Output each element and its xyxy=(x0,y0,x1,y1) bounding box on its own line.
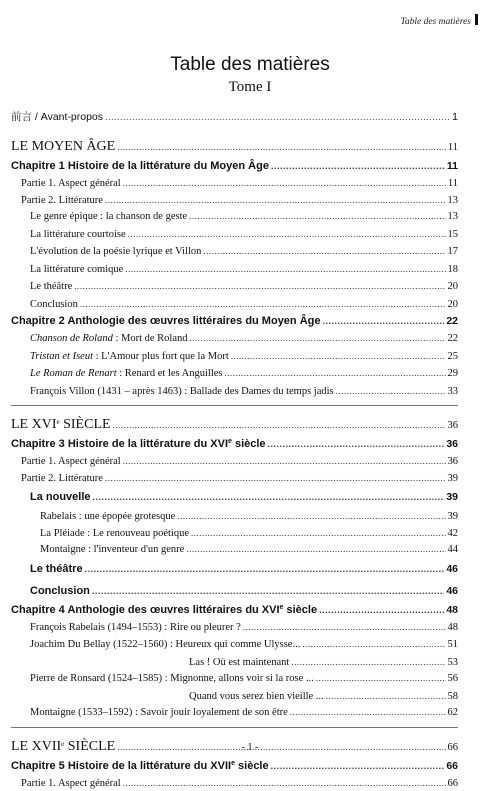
dot-leader xyxy=(190,330,446,348)
dot-leader xyxy=(117,136,446,158)
dot-leader xyxy=(186,541,445,558)
dot-leader xyxy=(243,619,446,637)
toc-entry-text: : Mort de Roland xyxy=(113,333,188,344)
section-divider xyxy=(11,405,458,406)
toc-entry-chapter[interactable] xyxy=(11,313,458,330)
ordinal-superscript: e xyxy=(228,438,232,445)
toc-entry-label xyxy=(11,602,317,619)
dot-leader xyxy=(322,313,444,330)
toc-entry-label xyxy=(40,509,175,525)
toc-entry-work-title: Tristan et Iseut xyxy=(30,351,93,362)
toc-entry-text: Pierre de Ronsard (1524–1585) : Mignonne, allons voir si la rose ... xyxy=(30,673,314,684)
page-title: Table des matières xyxy=(0,54,500,76)
toc-entry-avant[interactable] xyxy=(11,106,458,128)
dot-leader xyxy=(319,602,444,619)
dot-leader xyxy=(291,654,445,671)
dot-leader xyxy=(189,208,445,226)
toc-entry-l2[interactable] xyxy=(11,296,458,314)
toc-entry-text: LE XVI xyxy=(11,417,57,432)
dot-leader xyxy=(231,348,446,366)
toc-entry-l2[interactable] xyxy=(11,261,458,279)
dot-leader xyxy=(93,486,445,508)
toc-entry-l3[interactable] xyxy=(11,541,458,558)
toc-entry-text: Le théâtre xyxy=(30,563,83,575)
toc-entry-label xyxy=(30,636,300,654)
toc-entry-l4[interactable] xyxy=(11,688,458,705)
running-head-mark xyxy=(475,14,478,25)
toc-page-number: 51 xyxy=(448,636,459,654)
toc-entry-chapter[interactable] xyxy=(11,436,458,453)
toc-entry-l4[interactable] xyxy=(11,654,458,671)
toc-entry-text: Quand vous serez bien vieille ... xyxy=(189,691,324,702)
toc-page-number: 29 xyxy=(448,365,459,383)
toc-page-number: 11 xyxy=(448,176,458,192)
dot-leader xyxy=(271,158,445,175)
toc-entry-text: Chapitre 4 Anthologie des œuvres littéraires du XVI xyxy=(11,604,280,616)
dot-leader xyxy=(271,758,445,775)
running-head xyxy=(400,14,478,27)
dot-leader xyxy=(268,436,445,453)
toc-entry-l2[interactable] xyxy=(11,278,458,296)
toc-entry-text: Partie 1. Aspect général xyxy=(21,778,121,789)
toc-entry-text: Chapitre 3 Histoire de la littérature du XVI xyxy=(11,438,228,450)
toc-entry-l1[interactable] xyxy=(11,453,458,470)
dot-leader xyxy=(336,383,446,401)
toc-entry-l2[interactable] xyxy=(11,636,458,654)
toc-page-number: 13 xyxy=(448,208,459,226)
toc-entry-text: Rabelais : une épopée grotesque xyxy=(40,511,175,522)
toc-page-number: 39 xyxy=(446,486,458,508)
toc-entry-l2s[interactable] xyxy=(11,580,458,602)
toc-entry-label xyxy=(11,158,269,175)
dot-leader xyxy=(105,470,446,487)
toc-entry-label xyxy=(30,226,126,244)
dot-leader xyxy=(203,243,445,261)
toc-entry-label xyxy=(30,383,334,401)
toc-entry-work-title: Le Roman de Renart xyxy=(30,368,117,379)
section-divider xyxy=(11,727,458,728)
toc-entry-text-suffix: SIÈCLE xyxy=(64,739,115,754)
dot-leader xyxy=(123,453,446,470)
toc-entry-text: La littérature courtoise xyxy=(30,229,126,240)
toc-page-number: 66 xyxy=(448,776,459,791)
toc-page-number: 13 xyxy=(448,193,459,209)
toc-entry-label xyxy=(11,313,320,330)
toc-entry-label xyxy=(30,348,229,366)
toc-entry-label xyxy=(11,436,266,453)
toc-entry-label xyxy=(30,558,83,580)
toc-entry-label xyxy=(30,670,314,688)
toc-page-number: 46 xyxy=(446,558,458,580)
toc-page-number: 48 xyxy=(446,602,458,619)
toc-entry-text: LE XVII xyxy=(11,739,61,754)
dot-leader xyxy=(92,580,444,602)
toc-entry-label xyxy=(11,758,269,775)
toc-page-number: 25 xyxy=(448,348,459,366)
toc-entry-label xyxy=(21,776,121,791)
toc-entry-label xyxy=(21,176,121,192)
toc-page-number: 48 xyxy=(448,619,459,637)
dot-leader xyxy=(191,525,446,542)
toc-entry-text: La littérature comique xyxy=(30,264,123,275)
toc-page-number: 33 xyxy=(448,383,459,401)
toc-page-number: 20 xyxy=(448,296,459,314)
dot-leader xyxy=(74,278,445,296)
toc-entry-text: Montaigne : l'inventeur d'un genre xyxy=(40,544,184,555)
dot-leader xyxy=(125,261,445,279)
toc-entry-label xyxy=(11,136,115,158)
toc-entry-l2[interactable] xyxy=(11,243,458,261)
toc-entry-text: François Villon (1431 – après 1463) : Ballade des Dames du temps jadis xyxy=(30,386,334,397)
toc-entry-text: Le genre épique : la chanson de geste xyxy=(30,211,187,222)
toc-entry-l1[interactable] xyxy=(11,192,458,209)
toc-entry-l2[interactable] xyxy=(11,330,458,348)
toc-entry-period[interactable] xyxy=(11,414,458,436)
toc-page-number: 46 xyxy=(446,580,458,602)
toc-entry-l1[interactable] xyxy=(11,470,458,487)
toc-page-number: 11 xyxy=(447,158,458,175)
toc-entry-label xyxy=(30,486,91,508)
toc-entry-text: Las ! Où est maintenant xyxy=(189,657,289,668)
toc-entry-text: Le théâtre xyxy=(30,281,72,292)
toc-entry-period[interactable] xyxy=(11,136,458,158)
toc-entry-label xyxy=(30,330,188,348)
ordinal-superscript: e xyxy=(57,418,60,426)
toc-page-number: 56 xyxy=(448,670,459,688)
toc-page-number: 18 xyxy=(448,261,459,279)
dot-leader xyxy=(105,192,446,209)
ordinal-superscript: e xyxy=(61,740,64,748)
toc-entry-label xyxy=(189,689,324,705)
toc-entry-label xyxy=(30,278,72,296)
toc-entry-label xyxy=(30,365,222,383)
running-head-title: Table des matières xyxy=(400,17,471,27)
toc-page-number: 20 xyxy=(448,278,459,296)
toc-entry-l2[interactable] xyxy=(11,226,458,244)
toc-page-number: 22 xyxy=(446,313,458,330)
toc-page-number: 36 xyxy=(448,415,459,436)
toc-entry-text: Conclusion xyxy=(30,299,78,310)
toc-entry-text: Partie 1. Aspect général xyxy=(21,178,121,189)
toc-entry-l3[interactable] xyxy=(11,508,458,525)
dot-leader xyxy=(224,365,445,383)
toc-entry-l2[interactable] xyxy=(11,365,458,383)
toc-entry-text: La Pléiade : Le renouveau poétique xyxy=(40,528,189,539)
dot-leader xyxy=(113,414,446,436)
toc-entry-label xyxy=(11,106,103,128)
toc-entry-text: La nouvelle xyxy=(30,491,91,503)
toc-page-number: 58 xyxy=(448,689,459,705)
toc-entry-l2s[interactable] xyxy=(11,558,458,580)
table-of-contents xyxy=(11,106,458,791)
toc-page-number: 66 xyxy=(448,737,459,758)
toc-page-number: 62 xyxy=(448,704,459,722)
toc-entry-l2[interactable] xyxy=(11,619,458,637)
toc-entry-text: Chapitre 1 Histoire de la littérature du Moyen Âge xyxy=(11,160,269,172)
toc-entry-text: 前言 / Avant-propos xyxy=(11,111,103,123)
toc-entry-l1[interactable] xyxy=(11,775,458,791)
toc-entry-text: LE MOYEN ÂGE xyxy=(11,139,115,154)
toc-page-number: 15 xyxy=(448,226,459,244)
toc-entry-label xyxy=(30,580,90,602)
toc-page-number: 11 xyxy=(448,137,458,158)
toc-entry-text: Montaigne (1533–1592) : Savoir jouir loyalement de son être xyxy=(30,707,288,718)
dot-leader xyxy=(290,704,446,722)
toc-entry-text: : Renard et les Anguilles xyxy=(117,368,223,379)
dot-leader xyxy=(302,636,445,654)
toc-entry-label xyxy=(11,414,111,436)
dot-leader xyxy=(316,670,446,688)
toc-entry-l2[interactable] xyxy=(11,670,458,688)
toc-entry-label xyxy=(30,296,78,314)
toc-entry-l2[interactable] xyxy=(11,348,458,366)
toc-entry-chapter[interactable] xyxy=(11,758,458,775)
toc-entry-l2s[interactable] xyxy=(11,486,458,508)
dot-leader xyxy=(177,508,445,525)
toc-entry-label xyxy=(189,655,289,671)
toc-entry-l2[interactable] xyxy=(11,208,458,226)
toc-entry-text: Joachim Du Bellay (1522–1560) : Heureux qui comme Ulysse... xyxy=(30,639,300,650)
toc-page-number: 39 xyxy=(448,509,459,525)
toc-entry-label xyxy=(30,261,123,279)
toc-entry-text: François Rabelais (1494–1553) : Rire ou pleurer ? xyxy=(30,622,241,633)
toc-entry-work-title: Chanson de Roland xyxy=(30,333,113,344)
toc-page-number: 36 xyxy=(448,454,459,470)
toc-entry-chapter[interactable] xyxy=(11,158,458,175)
toc-entry-label xyxy=(30,619,241,637)
toc-entry-text-suffix: siècle xyxy=(283,604,317,616)
toc-page-number: 66 xyxy=(446,758,458,775)
toc-entry-label xyxy=(21,193,103,209)
toc-entry-text-suffix: siècle xyxy=(232,438,266,450)
volume-subtitle: Tome I xyxy=(0,79,500,96)
toc-entry-text: Chapitre 5 Histoire de la littérature du XVII xyxy=(11,760,231,772)
toc-entry-l2[interactable] xyxy=(11,704,458,722)
toc-entry-text: L'évolution de la poésie lyrique et Villon xyxy=(30,246,201,257)
toc-entry-text: : L'Amour plus fort que la Mort xyxy=(93,351,229,362)
toc-entry-label xyxy=(30,208,187,226)
toc-entry-l2[interactable] xyxy=(11,383,458,401)
dot-leader xyxy=(80,296,446,314)
toc-page-number: 17 xyxy=(448,243,459,261)
ordinal-superscript: e xyxy=(280,604,284,611)
dot-leader xyxy=(123,775,446,791)
toc-entry-label xyxy=(30,243,201,261)
dot-leader xyxy=(85,558,445,580)
toc-entry-text: Conclusion xyxy=(30,585,90,597)
toc-entry-l3[interactable] xyxy=(11,525,458,542)
toc-page-number: 53 xyxy=(448,655,459,671)
dot-leader xyxy=(105,106,450,128)
toc-entry-label xyxy=(21,471,103,487)
toc-entry-text-suffix: siècle xyxy=(235,760,269,772)
dot-leader xyxy=(123,175,446,192)
dot-leader xyxy=(128,226,446,244)
toc-entry-text: Partie 2. Littérature xyxy=(21,195,103,206)
toc-entry-text: Chapitre 2 Anthologie des œuvres littéraires du Moyen Âge xyxy=(11,315,320,327)
toc-page-number: 44 xyxy=(448,542,459,558)
toc-entry-text: Partie 2. Littérature xyxy=(21,473,103,484)
toc-entry-text: Partie 1. Aspect général xyxy=(21,456,121,467)
toc-entry-label xyxy=(30,704,288,722)
dot-leader xyxy=(326,688,446,705)
toc-page-number: 1 xyxy=(452,106,458,128)
toc-entry-label xyxy=(21,454,121,470)
toc-entry-chapter[interactable] xyxy=(11,602,458,619)
toc-page-number: 22 xyxy=(448,330,459,348)
toc-entry-label xyxy=(40,542,184,558)
toc-page-number: 36 xyxy=(446,436,458,453)
toc-entry-l1[interactable] xyxy=(11,175,458,192)
toc-page-number: 42 xyxy=(448,526,459,542)
page-number: - 1 - xyxy=(0,742,500,753)
ordinal-superscript: e xyxy=(231,760,235,767)
toc-entry-label xyxy=(40,526,189,542)
toc-page-number: 39 xyxy=(448,471,459,487)
toc-entry-text-suffix: SIÈCLE xyxy=(60,417,111,432)
